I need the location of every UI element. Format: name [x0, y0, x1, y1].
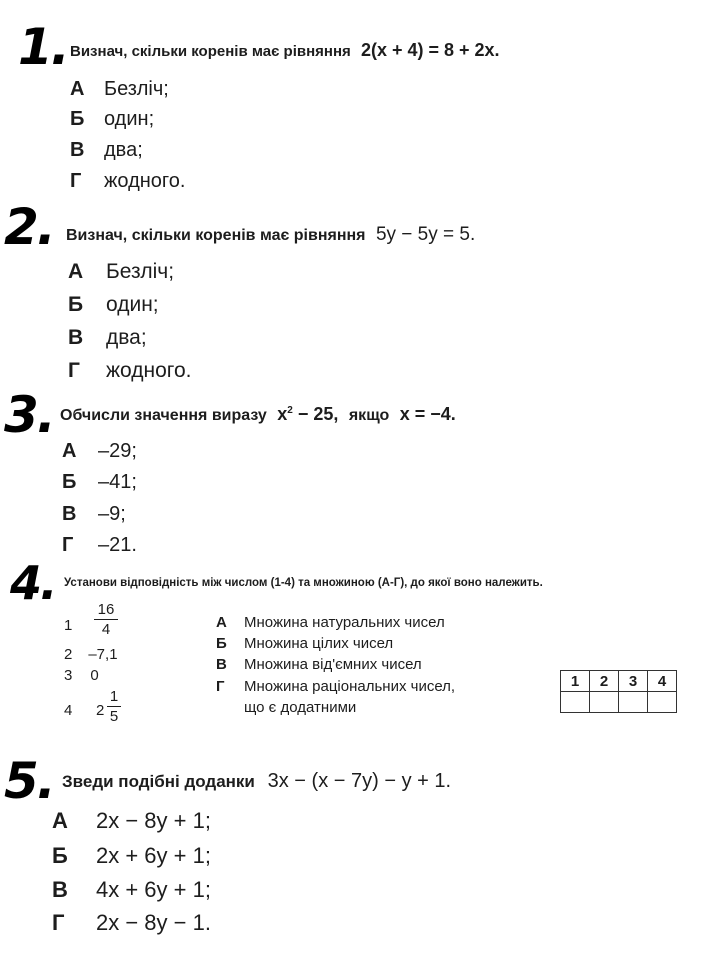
option-text: –29;	[98, 440, 137, 462]
task-5-expression: 3x − (x − 7y) − y + 1.	[267, 770, 452, 792]
option-text: один;	[106, 293, 159, 316]
number-value: 0	[90, 667, 99, 684]
option-letter: В	[70, 139, 85, 161]
task-2-question-text: Визнач, скільки коренів має рівняння	[66, 227, 366, 244]
answer-header-3: 3	[619, 671, 648, 692]
answer-header-2: 2	[590, 671, 619, 692]
fraction-bar	[94, 619, 118, 620]
task-4-set-d	[216, 678, 455, 695]
task-1-option-c	[70, 139, 143, 162]
option-letter: Г	[70, 170, 82, 192]
option-letter: А	[68, 260, 84, 283]
set-text: Множина раціональних чисел,	[244, 678, 456, 695]
task-number-1: 1.	[18, 18, 68, 76]
set-text: Множина цілих чисел	[244, 635, 394, 652]
set-letter: А	[216, 614, 227, 631]
option-letter: Г	[62, 534, 74, 556]
task-1-question-text: Визнач, скільки коренів має рівняння	[70, 43, 351, 60]
task-number-2: 2.	[4, 198, 54, 256]
task-3-question	[60, 404, 456, 425]
task-1-equation: 2(x + 4) = 8 + 2x.	[360, 40, 500, 60]
task-2-option-b	[68, 293, 159, 317]
number-label: 2	[64, 646, 73, 663]
option-letter: В	[68, 326, 84, 349]
answer-cell-2[interactable]	[590, 692, 619, 713]
option-letter: Б	[62, 471, 77, 493]
option-text: –9;	[98, 503, 126, 525]
option-text: –21.	[98, 534, 137, 556]
option-letter: А	[52, 808, 68, 833]
set-text: Множина натуральних чисел	[244, 614, 445, 631]
number-label: 3	[64, 667, 73, 684]
task-3-option-b	[62, 471, 137, 494]
task-5-option-c	[52, 877, 211, 903]
fraction-denominator: 5	[109, 708, 119, 725]
task-2-option-a	[68, 260, 174, 284]
option-text: Безліч;	[104, 78, 169, 100]
task-4-number-1-label: 1	[64, 617, 73, 634]
task-3-option-a	[62, 440, 137, 463]
task-number-5: 5.	[4, 752, 54, 810]
answer-cell-1[interactable]	[561, 692, 590, 713]
task-number-3: 3.	[4, 386, 54, 444]
option-text: –41;	[98, 471, 137, 493]
option-text: один;	[104, 108, 155, 130]
expr-rest: − 25,	[292, 404, 339, 424]
task-1-question	[70, 40, 500, 61]
number-value: –7,1	[88, 646, 118, 663]
task-2-question	[66, 224, 475, 246]
task-4-number-4-label: 4	[64, 702, 73, 719]
task-4-set-b	[216, 635, 393, 652]
option-text: 2x + 6y + 1;	[96, 843, 211, 868]
task-5-option-b	[52, 843, 211, 869]
answer-header-1: 1	[561, 671, 590, 692]
task-3-option-c	[62, 503, 126, 526]
task-3-condition: x = −4.	[399, 404, 456, 424]
task-4-number-4-fraction	[107, 688, 121, 725]
task-number-4: 4.	[10, 556, 56, 610]
task-4-set-d-continuation: що є додатними	[244, 699, 357, 716]
task-4-number-3	[64, 667, 99, 684]
set-letter: Г	[216, 678, 225, 695]
answer-cell-4[interactable]	[648, 692, 677, 713]
task-3-question-text: Обчисли значення виразу	[60, 407, 267, 424]
task-3-condition-word: якщо	[348, 407, 390, 424]
option-letter: Б	[52, 843, 68, 868]
option-letter: А	[62, 440, 77, 462]
fraction-numerator: 1	[109, 688, 119, 705]
task-5-question-text: Зведи подібні доданки	[62, 772, 255, 791]
option-text: Безліч;	[106, 260, 175, 283]
task-4-number-4-whole: 2	[96, 702, 105, 719]
answer-table-input-row	[561, 692, 677, 713]
task-2-option-c	[68, 326, 147, 350]
expr-exponent: 2	[287, 405, 293, 416]
task-5-option-a	[52, 808, 211, 834]
answer-table-header-row	[561, 671, 677, 692]
option-letter: Г	[52, 910, 65, 935]
answer-cell-3[interactable]	[619, 692, 648, 713]
set-letter: Б	[216, 635, 227, 652]
option-letter: Б	[68, 293, 84, 316]
fraction-bar	[107, 706, 121, 707]
task-5-option-d	[52, 910, 211, 936]
task-3-option-d	[62, 534, 137, 557]
option-text: 2x − 8y + 1;	[96, 808, 211, 833]
task-4-set-a	[216, 614, 445, 631]
task-1-option-a	[70, 78, 169, 101]
option-text: два;	[104, 139, 143, 161]
set-letter: В	[216, 656, 227, 673]
option-letter: В	[52, 877, 68, 902]
option-letter: В	[62, 503, 77, 525]
task-2-equation: 5y − 5y = 5.	[375, 224, 476, 245]
option-text: жодного.	[104, 170, 186, 192]
fraction-numerator: 16	[97, 601, 115, 618]
task-1-option-b	[70, 108, 154, 131]
option-letter: А	[70, 78, 85, 100]
task-4-question: Установи відповідність між числом (1-4) та множиною (А-Г), до якої воно належить.	[64, 577, 543, 589]
answer-header-4: 4	[648, 671, 677, 692]
option-text: 2x − 8y − 1.	[96, 910, 211, 935]
task-5-question	[62, 770, 451, 793]
option-letter: Б	[70, 108, 85, 130]
task-2-option-d	[68, 359, 192, 383]
option-letter: Г	[68, 359, 80, 382]
task-4-number-2	[64, 646, 118, 663]
task-1-option-d	[70, 170, 185, 193]
task-4-answer-table	[560, 670, 677, 713]
option-text: два;	[106, 326, 147, 349]
task-4-number-1-fraction	[94, 601, 118, 638]
task-3-expression	[277, 404, 338, 424]
option-text: 4x + 6y + 1;	[96, 877, 211, 902]
option-text: жодного.	[106, 359, 192, 382]
task-4-set-c	[216, 656, 422, 673]
expr-base: x	[277, 404, 288, 424]
fraction-denominator: 4	[101, 621, 111, 638]
set-text: Множина від'ємних чисел	[244, 656, 422, 673]
